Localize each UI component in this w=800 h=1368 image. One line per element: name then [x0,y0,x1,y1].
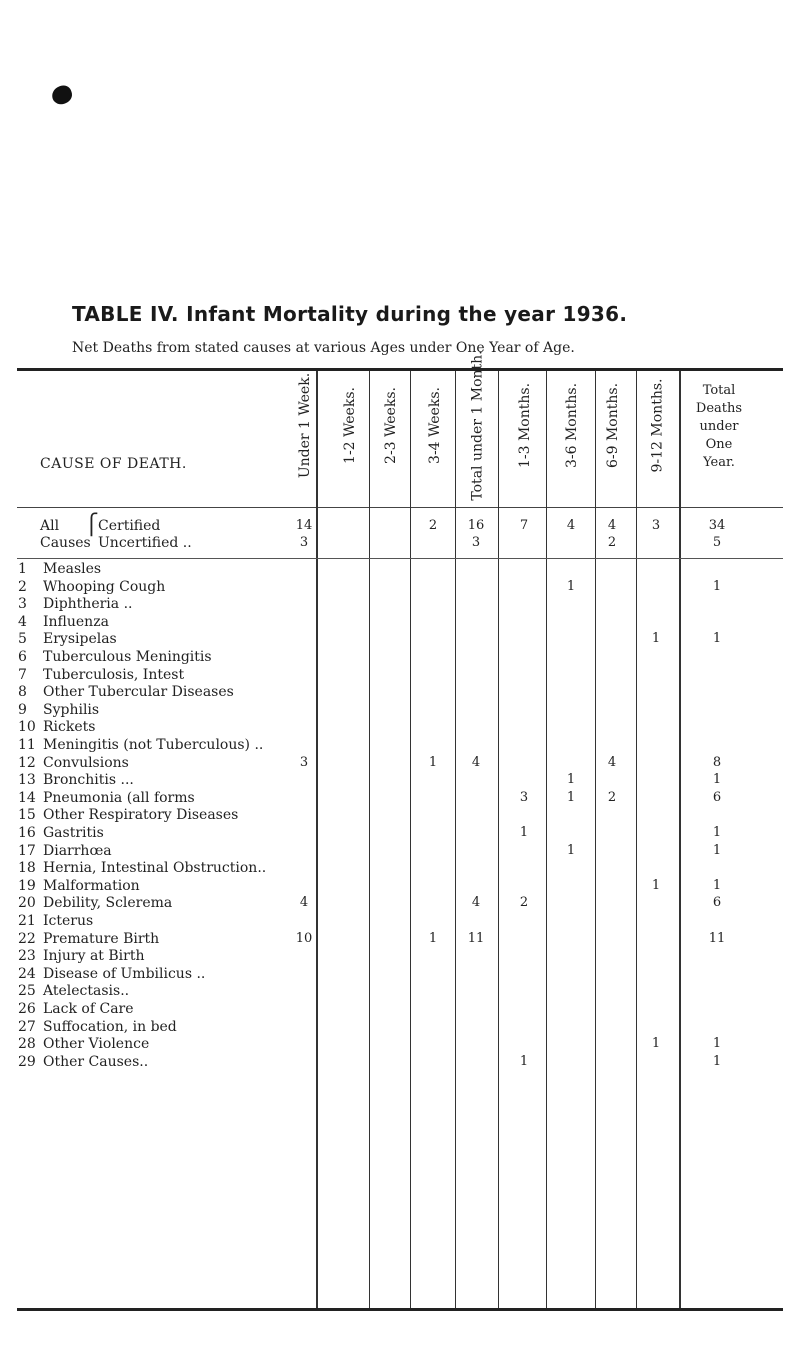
cause-value: 6 [712,790,722,805]
cause-label: Atelectasis.. [43,983,130,999]
column-header [641,374,675,476]
column-header [556,374,590,476]
row-number: 17 [18,843,36,859]
column-divider [369,371,370,1308]
cause-label: Other Violence [43,1036,150,1052]
cause-label: Pneumonia (all forms [43,790,195,806]
cause-label: Tuberculous Meningitis [43,649,212,665]
column-header-label: 3-6 Months. [564,382,581,468]
cause-value: 1 [566,843,576,858]
uncertified-value: 2 [607,535,617,550]
cause-value: 1 [712,825,722,840]
column-header-label: 2-3 Weeks. [382,386,399,464]
cause-label: Diarrhœa [43,843,112,859]
total-header-line: One [705,437,733,452]
row-number: 24 [18,966,36,982]
cause-value: 1 [651,878,661,893]
cause-value: 1 [712,772,722,787]
row-number: 4 [18,614,27,630]
cause-value: 11 [467,931,485,946]
cause-label: Syphilis [43,702,100,718]
row-number: 15 [18,807,36,823]
cause-label: Rickets [43,719,96,735]
cause-label: Whooping Cough [43,579,166,595]
header-divider [17,507,783,509]
uncertified-value: 5 [712,535,722,550]
table-bottom-rule [17,1308,783,1311]
certified-value: 14 [295,518,313,533]
cause-label: Other Causes.. [43,1054,149,1070]
cause-label: Disease of Umbilicus .. [43,966,206,982]
cause-value: 3 [519,790,529,805]
cause-value: 1 [566,772,576,787]
cause-label: Malformation [43,878,140,894]
column-header [597,374,631,476]
cause-value: 1 [428,931,438,946]
cause-value: 11 [708,931,726,946]
cause-label: Icterus [43,913,94,929]
row-number: 14 [18,790,36,806]
ink-blot [50,83,75,107]
causes-label: Causes [40,535,91,551]
cause-value: 1 [712,1036,722,1051]
brace-mark: ⎧ [84,512,99,536]
cause-label: Meningitis (not Tuberculous) .. [43,737,264,753]
cause-value: 1 [712,1054,722,1069]
cause-label: Measles [43,561,102,577]
row-number: 6 [18,649,27,665]
cause-label: Tuberculosis, Intest [43,667,185,683]
cause-value: 1 [428,755,438,770]
row-number: 27 [18,1019,36,1035]
cause-value: 2 [519,895,529,910]
cause-value: 1 [519,1054,529,1069]
certified-value: 3 [651,518,661,533]
cause-label: Debility, Sclerema [43,895,173,911]
certified-value: 16 [467,518,485,533]
column-header [333,374,367,476]
cause-value: 1 [566,579,576,594]
column-divider [455,371,456,1308]
cause-value: 1 [566,790,576,805]
row-number: 9 [18,702,27,718]
row-number: 8 [18,684,27,700]
row-number: 11 [18,737,36,753]
column-header [461,349,495,501]
cause-value: 8 [712,755,722,770]
cause-label: Lack of Care [43,1001,134,1017]
row-number: 22 [18,931,36,947]
column-divider [498,371,499,1308]
row-number: 1 [18,561,27,577]
cause-value: 1 [651,1036,661,1051]
row-number: 26 [18,1001,36,1017]
row-number: 2 [18,579,27,595]
all-causes-label: All [40,518,60,534]
row-number: 7 [18,667,27,683]
cause-label: Premature Birth [43,931,160,947]
column-header-label: 6-9 Months. [605,382,622,468]
total-header-line: Year. [703,455,735,470]
row-number: 21 [18,913,36,929]
certified-value: 2 [428,518,438,533]
page-subtitle: Net Deaths from stated causes at various Ages under One Year of Age. [72,340,575,356]
column-header [509,374,543,476]
cause-label: Injury at Birth [43,948,145,964]
column-header-label: Total under 1 Month. [469,349,486,501]
column-header-label: 9-12 Months. [649,378,666,472]
row-number: 29 [18,1054,36,1070]
cause-label: Influenza [43,614,109,630]
cause-value: 4 [299,895,309,910]
cause-label: Bronchitis ... [43,772,134,788]
cause-label: Gastritis [43,825,104,841]
column-divider [546,371,547,1308]
certified-value: 7 [519,518,529,533]
certified-value: 4 [607,518,617,533]
column-divider [595,371,596,1308]
row-number: 16 [18,825,36,841]
column-header [374,374,408,476]
uncertified-label: Uncertified .. [98,535,192,551]
certified-label: Certified [98,518,161,534]
cause-label: Other Respiratory Diseases [43,807,239,823]
row-number: 23 [18,948,36,964]
column-header [418,374,452,476]
column-header-label: 3-4 Weeks. [426,386,443,464]
certified-value: 4 [566,518,576,533]
cause-value: 1 [712,631,722,646]
column-header-label: 1-3 Months. [517,382,534,468]
cause-label: Diphtheria .. [43,596,133,612]
uncertified-value: 3 [471,535,481,550]
column-divider [636,371,637,1308]
cause-label: Hernia, Intestinal Obstruction.. [43,860,267,876]
cause-value: 1 [712,843,722,858]
cause-value: 1 [712,878,722,893]
total-header-line: Deaths [695,401,743,416]
row-number: 10 [18,719,36,735]
row-number: 5 [18,631,27,647]
cause-value: 6 [712,895,722,910]
row-number: 18 [18,860,36,876]
row-number: 12 [18,755,36,771]
column-header-label: 1-2 Weeks. [341,386,358,464]
cause-value: 4 [471,755,481,770]
column-header [289,374,323,476]
row-number: 20 [18,895,36,911]
cause-value: 1 [712,579,722,594]
cause-label: Other Tubercular Diseases [43,684,234,700]
page-title: TABLE IV. Infant Mortality during the year 1936. [72,302,628,326]
column-divider [410,371,411,1308]
total-header-line: Total [702,383,736,398]
cause-value: 10 [295,931,313,946]
cause-header: CAUSE OF DEATH. [40,456,187,472]
all-causes-divider [17,558,783,560]
column-divider [679,371,681,1308]
column-header-label: Under 1 Week. [297,372,314,478]
row-number: 28 [18,1036,36,1052]
cause-value: 3 [299,755,309,770]
cause-label: Convulsions [43,755,129,771]
row-number: 3 [18,596,27,612]
uncertified-value: 3 [299,535,309,550]
cause-value: 2 [607,790,617,805]
cause-label: Erysipelas [43,631,117,647]
mortality-table [0,349,800,1368]
cause-value: 4 [471,895,481,910]
column-divider [316,371,318,1308]
total-header-line: under [699,419,739,434]
table-top-rule [17,368,783,371]
row-number: 13 [18,772,36,788]
cause-value: 1 [519,825,529,840]
row-number: 25 [18,983,36,999]
row-number: 19 [18,878,36,894]
certified-value: 34 [708,518,726,533]
cause-value: 4 [607,755,617,770]
cause-value: 1 [651,631,661,646]
cause-label: Suffocation, in bed [43,1019,177,1035]
